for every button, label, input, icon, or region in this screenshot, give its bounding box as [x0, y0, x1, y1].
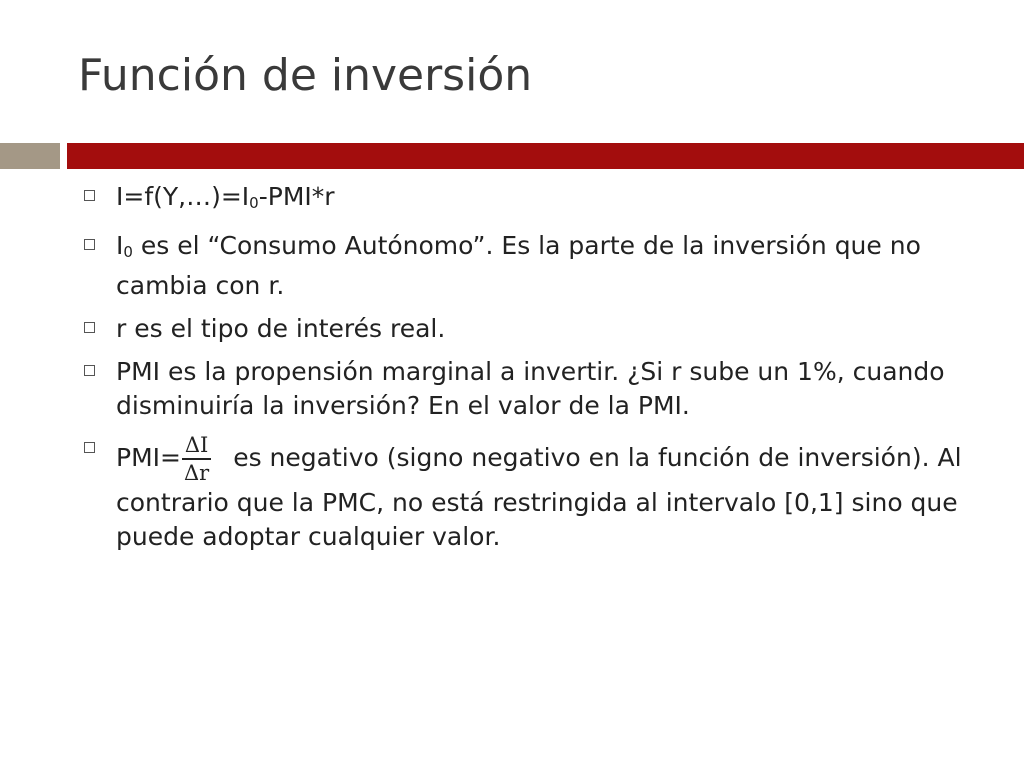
hollow-square-icon [84, 322, 95, 333]
bullet-list [80, 180, 980, 563]
bullet-item [80, 312, 980, 346]
fraction-denominator: Δr [183, 461, 210, 485]
hollow-square-icon [84, 190, 95, 201]
subscript: 0 [123, 243, 133, 261]
bullet-text: PMI= [116, 443, 181, 472]
title-underline-accent-bar [67, 143, 1024, 169]
hollow-square-icon [84, 365, 95, 376]
bullet-text: I [116, 231, 124, 260]
bullet-item [80, 355, 980, 423]
bullet-text: r es el tipo de interés real. [116, 314, 446, 343]
subscript: 0 [249, 194, 259, 212]
bullet-text: PMI es la propensión marginal a invertir. ¿Si r sube un 1%, cuando disminuiría la inversión? En el valor de la PMI. [116, 357, 945, 420]
bullet-text: I=f(Y,…)=I [116, 182, 250, 211]
bullet-item [80, 432, 980, 554]
fraction [182, 432, 211, 486]
bullet-text: -PMI*r [258, 182, 335, 211]
fraction-numerator: ΔI [182, 432, 211, 460]
hollow-square-icon [84, 239, 95, 250]
bullet-item [80, 180, 980, 220]
title-underline-left-bar [0, 143, 60, 169]
slide-title: Función de inversión [78, 50, 533, 101]
bullet-text: es el “Consumo Autónomo”. Es la parte de la inversión que no cambia con r. [116, 231, 921, 300]
bullet-item [80, 229, 980, 303]
bullet-text: es negativo (signo negativo en la función de inversión). Al contrario que la PMC, no está restringida al intervalo [0,1] sino que puede adoptar cualquier valor. [116, 443, 962, 551]
hollow-square-icon [84, 442, 95, 453]
